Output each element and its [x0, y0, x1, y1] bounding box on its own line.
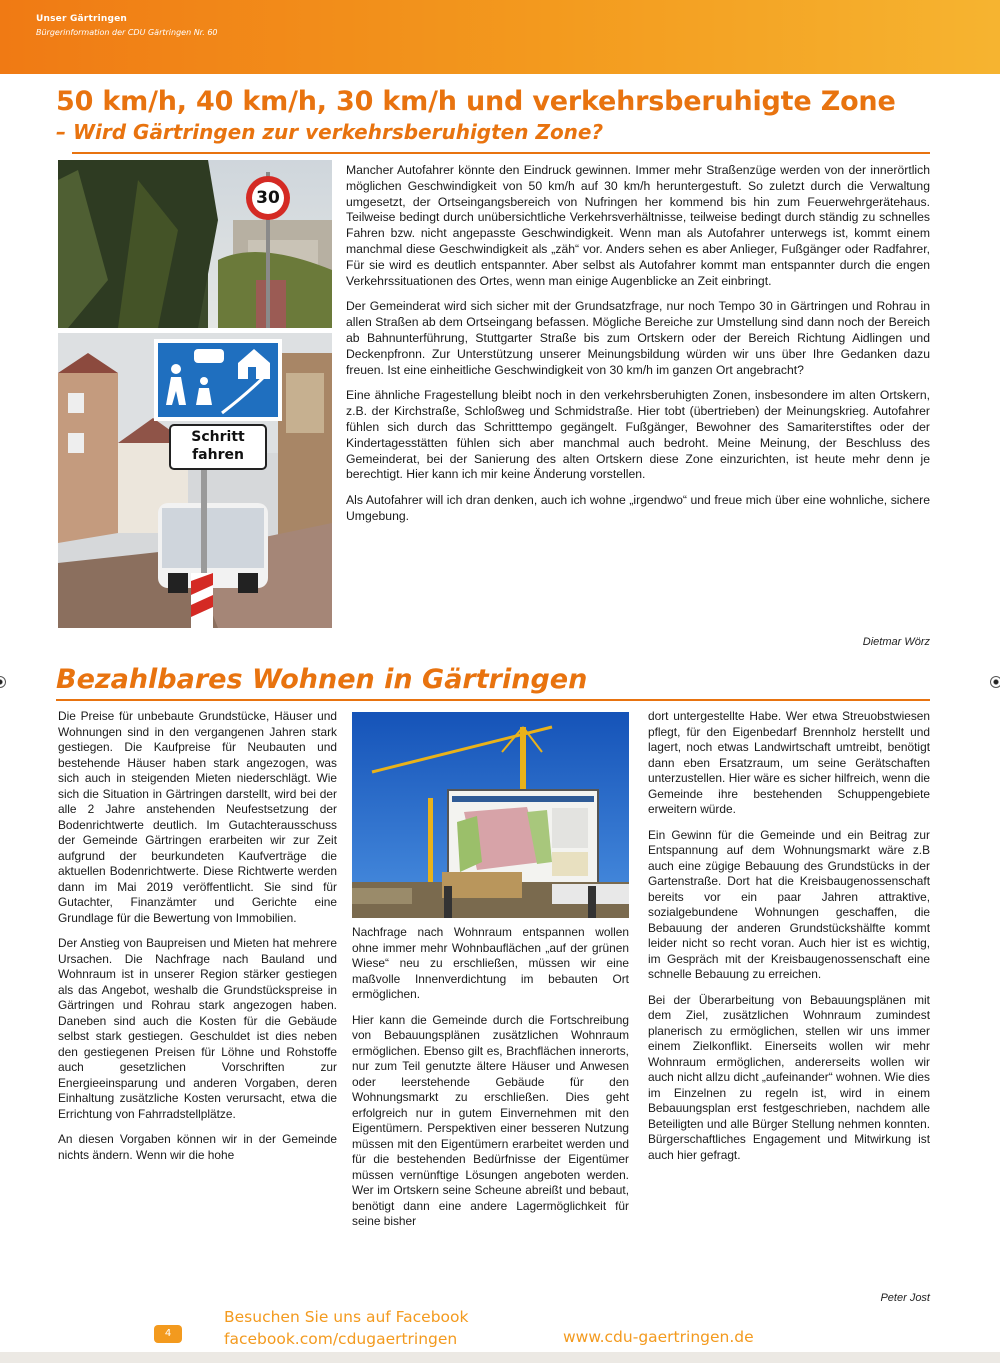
speed-limit-photo — [58, 160, 332, 328]
article2-paragraph: Der Anstieg von Baupreisen und Mieten hat mehrere Ursachen. Die Nachfrage nach Bauland und Wohnraum ist in unserer Region stärker gestiegen als das Angebot, weshalb die Grundstückspreise in Gärtringen und Rohrau stark angezogen haben. Daneben sind auch die Kosten für die Gebäude selbst stark gestiegen. Geschuldet ist dies neben den gestiegenen Preisen für Löhne und Rohstoffe auch gesetzlichen Vorschriften zur Energieeinsparung und anderen Vorgaben, deren Einhaltung zusätzliche Kosten verursacht, etwa die Errichtung von Fahrradstellplätze. — [58, 936, 337, 1121]
article2-paragraph: Nachfrage nach Wohnraum entspannen wollen ohne immer mehr Wohnbauflächen „auf der grünen Wiese“ neu zu erschließen, müssen wir eine maßvolle Innenverdichtung im bebauten Ort ermöglichen. — [352, 925, 629, 1001]
article2-column-2 — [352, 925, 629, 1240]
page-number: 4 — [154, 1325, 182, 1343]
article2-author: Peter Jost — [880, 1292, 930, 1304]
article1-paragraph: Der Gemeinderat wird sich sicher mit der Grundsatzfrage, nur noch Tempo 30 in Gärtringen und Rohrau in allen Straßen ab dem Ortseingang befassen. Mögliche Bereiche zur Umstellung sind dann noch der Bereich ab Bahnunterführung, Stuttgarter Straße bis zum Ortskern oder der Bereich Richtung Aidlingen und Deckenpfronn. Zur Unterstützung unserer Meinungsbildung würden wir uns über Ihre Gedanken dazu freuen. Ist eine einheitliche Geschwindigkeit von 30 km/h im ganzen Ort angebracht? — [346, 299, 930, 377]
article2-paragraph: Hier kann die Gemeinde durch die Fortschreibung von Bebauungsplänen zusätzlichen Wohnraum ermöglichen. Ebenso gilt es, Brachflächen innerorts, nur zum Teil genutzte ältere Häuser und Anwesen oder leerstehende Gebäude für den Wohnungsmarkt zu erschließen. Dies geht erfolgreich nur in gutem Einvernehmen mit den Eigentümern. Perspektiven einer besseren Nutzung müssen mit den Eigentümern erarbeitet werden und für die bestehenden Bedürfnisse der Eigentümer müssen vernünftige Lösungen angeboten werden. Wer im Ortskern seine Scheune abreißt und bebaut, benötigt dann eine andere Lagermöglichkeit für seine bisher — [352, 1012, 629, 1228]
article1-title: 50 km/h, 40 km/h, 30 km/h und verkehrsberuhigte Zone — [56, 86, 896, 117]
article1-paragraph: Mancher Autofahrer könnte den Eindruck gewinnen. Immer mehr Straßenzüge werden von der innerörtlich möglichen Geschwindigkeit von 50 km/h auf 30 km/h heruntergestuft. So zuletzt durch die Verwaltung umgesetzt, der Ortseingangsbereich von Nufringen her kommend bis hin zum Feuerwehrgerätehaus. Teilweise bedingt durch unübersichtliche Verkehrsverhältnisse, teilweise bedingt durch ständig zu schnelles Fahren bzw. nicht angepasste Geschwindigkeit. Wenn man als Autofahrer unterwegs ist, kommt einem manchmal diese Geschwindigkeit als „zäh“ vor. Anders sehen es aber Anlieger, Fußgänger oder Radfahrer, Für sie wird es deutlich entspannter. Aber selbst als Autofahrer kommt man entspannter durch die engen Verkehrssituationen des Ortes, wenn man einige Augenblicke an Zeit einbringt. — [346, 163, 930, 288]
article2-column-3 — [648, 709, 930, 1173]
publication-subtitle: Bürgerinformation der CDU Gärtringen Nr. 60 — [36, 28, 218, 37]
article1-subtitle: – Wird Gärtringen zur verkehrsberuhigten Zone? — [56, 120, 604, 144]
facebook-link[interactable]: facebook.com/cdugaertringen — [224, 1330, 458, 1348]
website-link[interactable]: www.cdu-gaertringen.de — [563, 1328, 754, 1346]
speed-limit-sign-value: 30 — [256, 188, 280, 208]
article1-author: Dietmar Wörz — [862, 636, 930, 648]
article2-paragraph: Bei der Überarbeitung von Bebauungsplänen mit dem Ziel, zusätzlichen Wohnraum zumindest planerisch zu ermöglichen, stellen wir uns immer einem Zielkonflikt. Einerseits wollen wir mehr Wohnraum ermöglichen, andererseits wollen wir auch nicht allzu dicht „aufeinander“ wohnen. Wie dies im Einzelnen zu regeln ist, wird in einem Bebauungsplan erst festgeschrieben, nachdem alle Beteiligten und alle Bürger Stellung nehmen konnten. Bürgerschaftliches Engagement und Mitwirkung ist auch hier gefragt. — [648, 992, 930, 1162]
article2-title-rule — [56, 699, 930, 701]
article2-column-1 — [58, 709, 337, 1173]
calmed-zone-photo — [58, 333, 332, 628]
calmed-sign-line2: fahren — [192, 447, 244, 463]
article1-title-rule — [72, 152, 930, 154]
article2-paragraph: An diesen Vorgaben können wir in der Gemeinde nichts ändern. Wenn wir die hohe — [58, 1132, 337, 1162]
footer-band — [0, 1352, 1000, 1363]
article1-paragraph: Als Autofahrer will ich dran denken, auch ich wohne „irgendwo“ und freue mich über eine wohnliche, sichere Umgebung. — [346, 493, 930, 523]
article1-body — [346, 163, 930, 535]
publication-name: Unser Gärtringen — [36, 14, 128, 24]
article2-title: Bezahlbares Wohnen in Gärtringen — [56, 664, 588, 695]
article2-paragraph: Die Preise für unbebaute Grundstücke, Häuser und Wohnungen sind in den vergangenen Jahren stark gestiegen. Die Kaufpreise für Neubauten und bestehende Häuser haben stark angezogen, was sich auch in steigenden Mieten niederschlägt. Wie sich die Situation in Gärtringen darstellt, wird bei der alle 2 Jahre anstehenden Neufestsetzung der Bodenrichtwerte deutlich. Im Gutachterausschuss der Gemeinde Gärtringen erarbeiten wir zur Zeit aufgrund der beurkundeten Kaufverträge die aktuellen Bodenrichtwerte. Diese Richtwerte werden dann im Mai 2019 veröffentlicht. Sie sind für Gutachter, Finanzämter und Gerichte eine Grundlage für die Bewertung von Immobilien. — [58, 709, 337, 925]
header-band — [0, 0, 1000, 74]
article2-paragraph: dort untergestellte Habe. Wer etwa Streuobstwiesen pflegt, für den Eigenbedarf Brennholz herstellt und lagert, noch etwas Landwirtschaft umtreibt, benötigt dann eben Ersatzraum, um seine Gerätschaften unterzustellen. Hier wäre es sicher hilfreich, wenn die Gemeinde ihre bestehenden Schuppengebiete erweitern würde. — [648, 709, 930, 816]
registration-mark-left-icon — [0, 676, 6, 688]
construction-site-photo — [352, 712, 629, 918]
registration-mark-right-icon — [990, 676, 1000, 688]
facebook-invite-text: Besuchen Sie uns auf Facebook — [224, 1308, 469, 1326]
article1-paragraph: Eine ähnliche Fragestellung bleibt noch in den verkehrsberuhigten Zonen, insbesondere im alten Ortskern, z.B. der Kirchstraße, Schloßweg und Schmidstraße. Hier tobt (übertrieben) der Meinungskrieg. Autofahrer fühlen sich durch das Schritttempo gegängelt. Fußgänger, Bewohner des Samariterstiftes oder der Kindertagesstätten fühlen sich aber manchmal auch bedroht. Meine Meinung, der Beschluss des Gemeinderat, bei der Sanierung des alten Ortskern diese Zone einzurichten, ist heute mehr denn je berechtigt. Hier kann ich mir keine Änderung vorstellen. — [346, 388, 930, 482]
article2-paragraph: Ein Gewinn für die Gemeinde und ein Beitrag zur Entspannung auf dem Wohnungsmarkt wäre z.B auch eine zügige Bebauung des Grundstücks in der Gartenstraße. Dort hat die Kreisbaugenossenschaft bereits vor ein paar Jahren attraktive, sozialgebundene Wohnungen geschaffen, die Bebauung der anderen Grundstückshälfte kommt leider nicht so recht voran. Auch hier ist es wichtig, im Gespräch mit der Kreisbaugenossenschaft eine schnelle Bebauung zu erreichen. — [648, 827, 930, 981]
calmed-sign-line1: Schritt — [191, 429, 245, 445]
